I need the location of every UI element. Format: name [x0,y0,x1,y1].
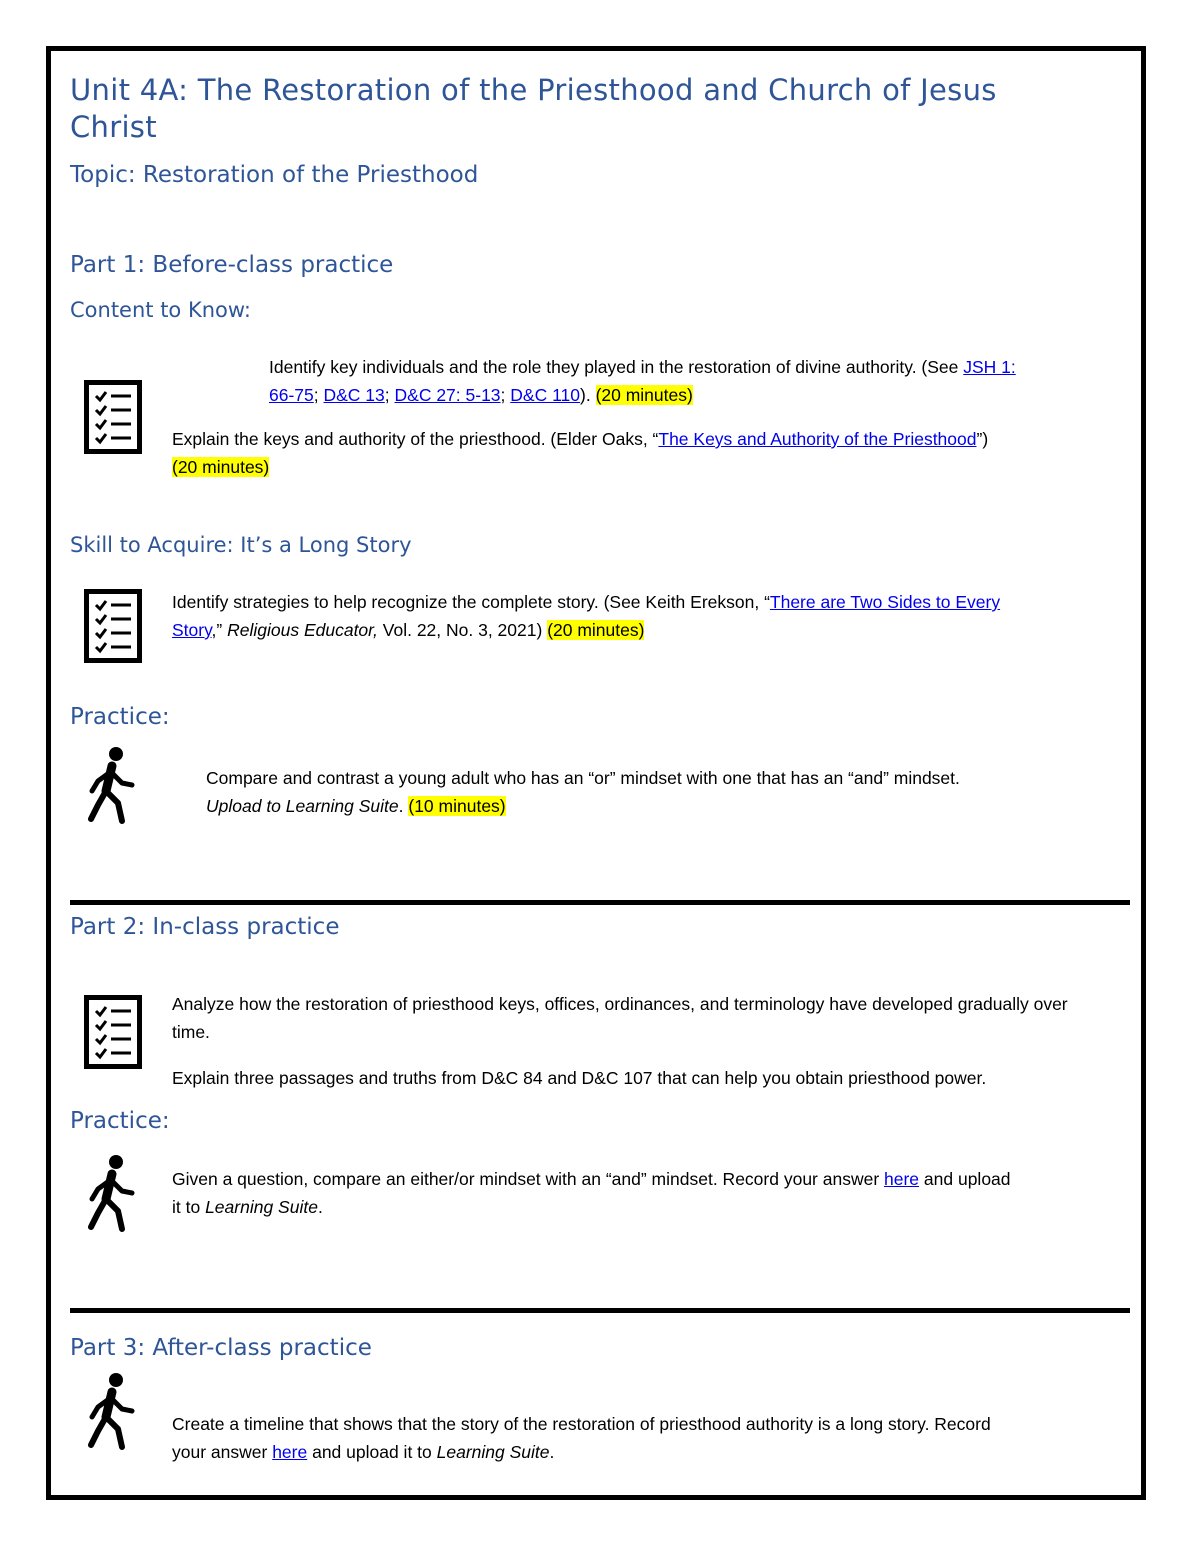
inclass-practice-item: Given a question, compare an either/or mindset with an “and” mindset. Record your answer here and upload it to Learning Suite. [172,1169,1011,1217]
checklist-icon [84,380,142,454]
topic-heading: Topic: Restoration of the Priesthood [70,162,479,188]
practice-item: Compare and contrast a young adult who has an “or” mindset with one that has an “and” mindset. Upload to Learning Suite. (10 minutes) [206,768,960,816]
link-two-sides-article[interactable]: There are Two Sides to Every [769,592,1001,612]
link-jsh-verses[interactable]: 66-75 [269,385,314,405]
time-badge: (20 minutes) [547,620,645,640]
page-title: Unit 4A: The Restoration of the Priesthood and Church of Jesus Christ [70,73,997,144]
part3-heading: Part 3: After-class practice [70,1335,372,1361]
walking-person-icon [84,1371,140,1451]
checklist-icon [84,995,142,1069]
part1-heading: Part 1: Before-class practice [70,252,394,278]
walking-person-icon [84,745,140,825]
time-badge: (10 minutes) [408,796,506,816]
skill-heading: Skill to Acquire: It’s a Long Story [70,533,412,557]
time-badge: (20 minutes) [595,385,693,405]
content-item-key-individuals: Identify key individuals and the role they played in the restoration of divine authority. (See JSH 1: 66-75; D&C 13; D&C 27: 5-13; D&C 110). (20 minutes) [269,357,1016,405]
time-badge: (20 minutes) [172,457,270,477]
checklist-icon [84,589,142,663]
link-dc-110[interactable]: D&C 110 [510,385,580,405]
content-to-know-heading: Content to Know: [70,298,251,322]
section-divider [70,900,1130,905]
link-dc-13[interactable]: D&C 13 [323,385,385,405]
practice-heading: Practice: [70,704,170,730]
skill-item: Identify strategies to help recognize the complete story. (See Keith Erekson, “There are Two Sides to Every Story,” Religious Educator, Vol. 22, No. 3, 2021) (20 minutes) [172,592,1001,640]
link-here[interactable]: here [884,1169,920,1189]
afterclass-item: Create a timeline that shows that the story of the restoration of priesthood authority is a long story. Record your answer here and upload it to Learning Suite. [172,1414,991,1462]
content-item-keys-authority: Explain the keys and authority of the priesthood. (Elder Oaks, “The Keys and Authority of the Priesthood”) (20 minutes) [172,429,989,477]
inclass-item-explain: Explain three passages and truths from D&C 84 and D&C 107 that can help you obtain priesthood power. [172,1068,987,1088]
link-keys-authority-talk[interactable]: The Keys and Authority of the Priesthood [658,429,977,449]
link-two-sides-article-cont[interactable]: Story [172,620,212,640]
link-dc-27[interactable]: D&C 27: 5-13 [394,385,501,405]
link-jsh[interactable]: JSH 1: [963,357,1016,377]
section-divider [70,1308,1130,1313]
walking-person-icon [84,1153,140,1233]
link-here[interactable]: here [272,1442,308,1462]
practice-heading: Practice: [70,1108,170,1134]
inclass-item-analyze: Analyze how the restoration of priesthood keys, offices, ordinances, and terminology have developed gradually over time. [172,994,1068,1042]
part2-heading: Part 2: In-class practice [70,914,340,940]
